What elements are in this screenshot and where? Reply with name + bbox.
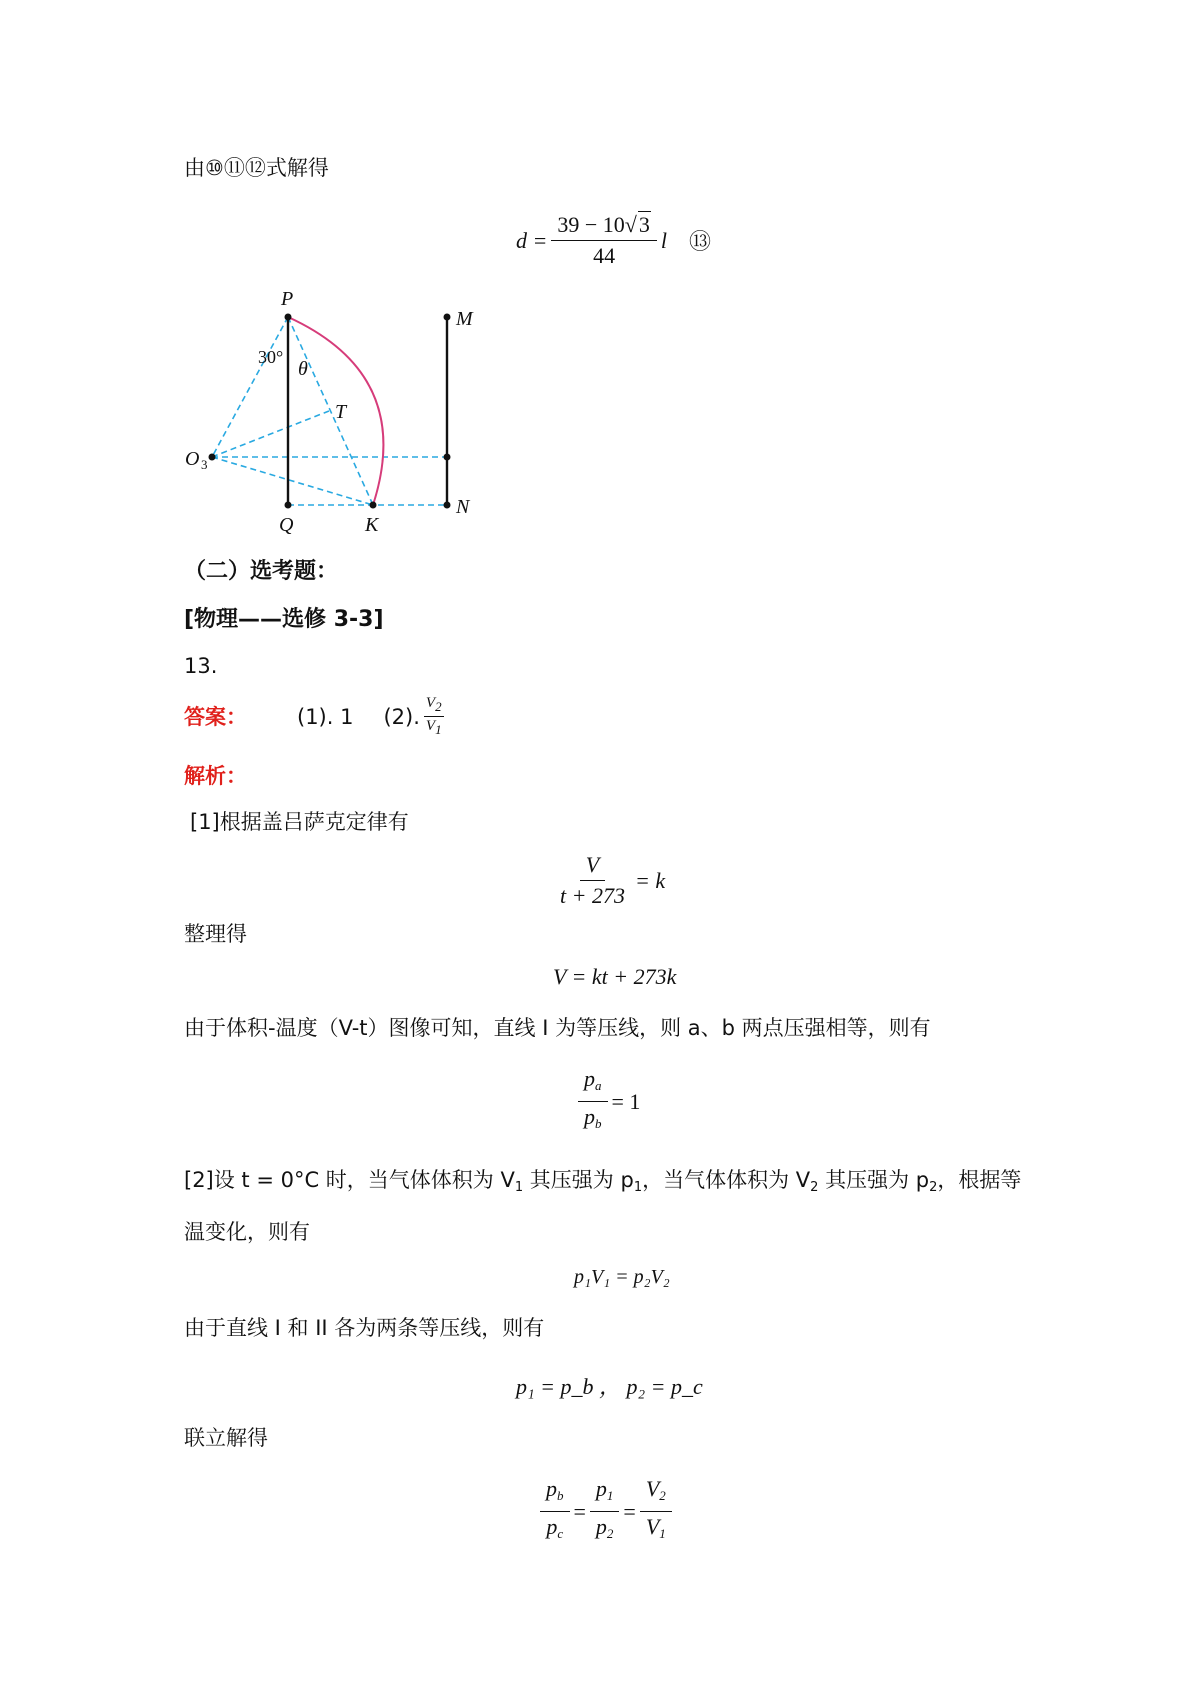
label-q: Q xyxy=(279,514,294,536)
equation-c: $\frac{p_a}{p_b}$ = 1 xyxy=(574,1066,640,1137)
paragraph-7: 联立解得 xyxy=(184,1426,268,1450)
analysis-label: 解析： xyxy=(184,764,247,788)
subsection-heading: [物理——选修 3-3] xyxy=(184,607,384,632)
dashed-line-ot xyxy=(212,411,329,457)
point-p xyxy=(285,314,292,321)
question-number: 13. xyxy=(184,654,218,678)
equation-13 xyxy=(516,212,711,269)
answer-fraction: $\frac{V_2}{V_1}$ xyxy=(425,695,442,737)
equation-d: p₁V₁ = p₂V₂ xyxy=(574,1266,670,1288)
paragraph-5: 温变化，则有 xyxy=(184,1220,310,1244)
label-angle: 30° xyxy=(258,347,284,367)
answer-line xyxy=(184,694,448,739)
point-k xyxy=(370,502,377,509)
answer-label: 答案： xyxy=(184,704,247,729)
eq13-fraction: $\frac{39 - 10√3}{44}$ xyxy=(551,212,657,269)
section-heading: （二）选考题： xyxy=(184,559,339,584)
paragraph-6: 由于直线 I 和 II 各为两条等压线，则有 xyxy=(184,1316,545,1340)
label-o-sub: 3 xyxy=(201,457,208,472)
eqA-num: V xyxy=(580,852,605,881)
label-n: N xyxy=(456,496,470,518)
dashed-line-po xyxy=(212,317,288,457)
paragraph-3: 由于体积-温度（V-t）图像可知，直线 I 为等压线，则 a、b 两点压强相等，则有 xyxy=(184,1016,931,1040)
label-o: O xyxy=(185,448,200,470)
equation-f: $\frac{p_b}{p_c}$ = $\frac{p_1}{p_2}$ = $\frac{V_2}{V_1}$ xyxy=(536,1476,676,1547)
point-n xyxy=(444,502,451,509)
intro-line: 由⑩⑪⑫式解得 xyxy=(184,156,329,180)
paragraph-1: [1]根据盖吕萨克定律有 xyxy=(190,810,409,834)
eq13-num: 39 − 10 xyxy=(557,212,625,237)
eq13-root: 3 xyxy=(638,212,650,237)
equation-a xyxy=(550,852,665,909)
equation-e: p₁ = p_b ， p₂ = p_c xyxy=(516,1374,703,1399)
point-q xyxy=(285,502,292,509)
label-t: T xyxy=(335,401,347,423)
label-p: P xyxy=(281,288,294,310)
geometry-figure xyxy=(175,285,475,545)
eq13-tail: l xyxy=(660,227,667,253)
equation-b: V = kt + 273k xyxy=(553,964,677,989)
eqC-rhs: = 1 xyxy=(611,1088,641,1114)
point-mn-mid xyxy=(444,454,451,461)
point-m xyxy=(444,314,451,321)
label-k: K xyxy=(365,514,379,536)
eqA-den: t + 273 xyxy=(560,883,625,908)
eq13-lhs: d = xyxy=(516,227,548,253)
label-theta: θ xyxy=(298,358,308,380)
answer-part2: (2). xyxy=(383,704,420,729)
dashed-line-pk xyxy=(288,317,373,505)
answer-part1: (1). 1 xyxy=(297,704,354,729)
eq13-tag: ⑬ xyxy=(688,229,711,254)
eq13-den: 44 xyxy=(593,243,616,268)
label-m: M xyxy=(456,308,473,330)
eqA-rhs: = k xyxy=(634,867,666,893)
point-o xyxy=(209,454,216,461)
paragraph-2: 整理得 xyxy=(184,922,247,946)
dashed-line-ok xyxy=(212,457,373,505)
paragraph-4: [2]设 t = 0°C 时，当气体体积为 $V_1$ 其压强为 $p_1$，当气体体积为 $V_2$ 其压强为 $p_2$，根据等 xyxy=(184,1168,1022,1195)
